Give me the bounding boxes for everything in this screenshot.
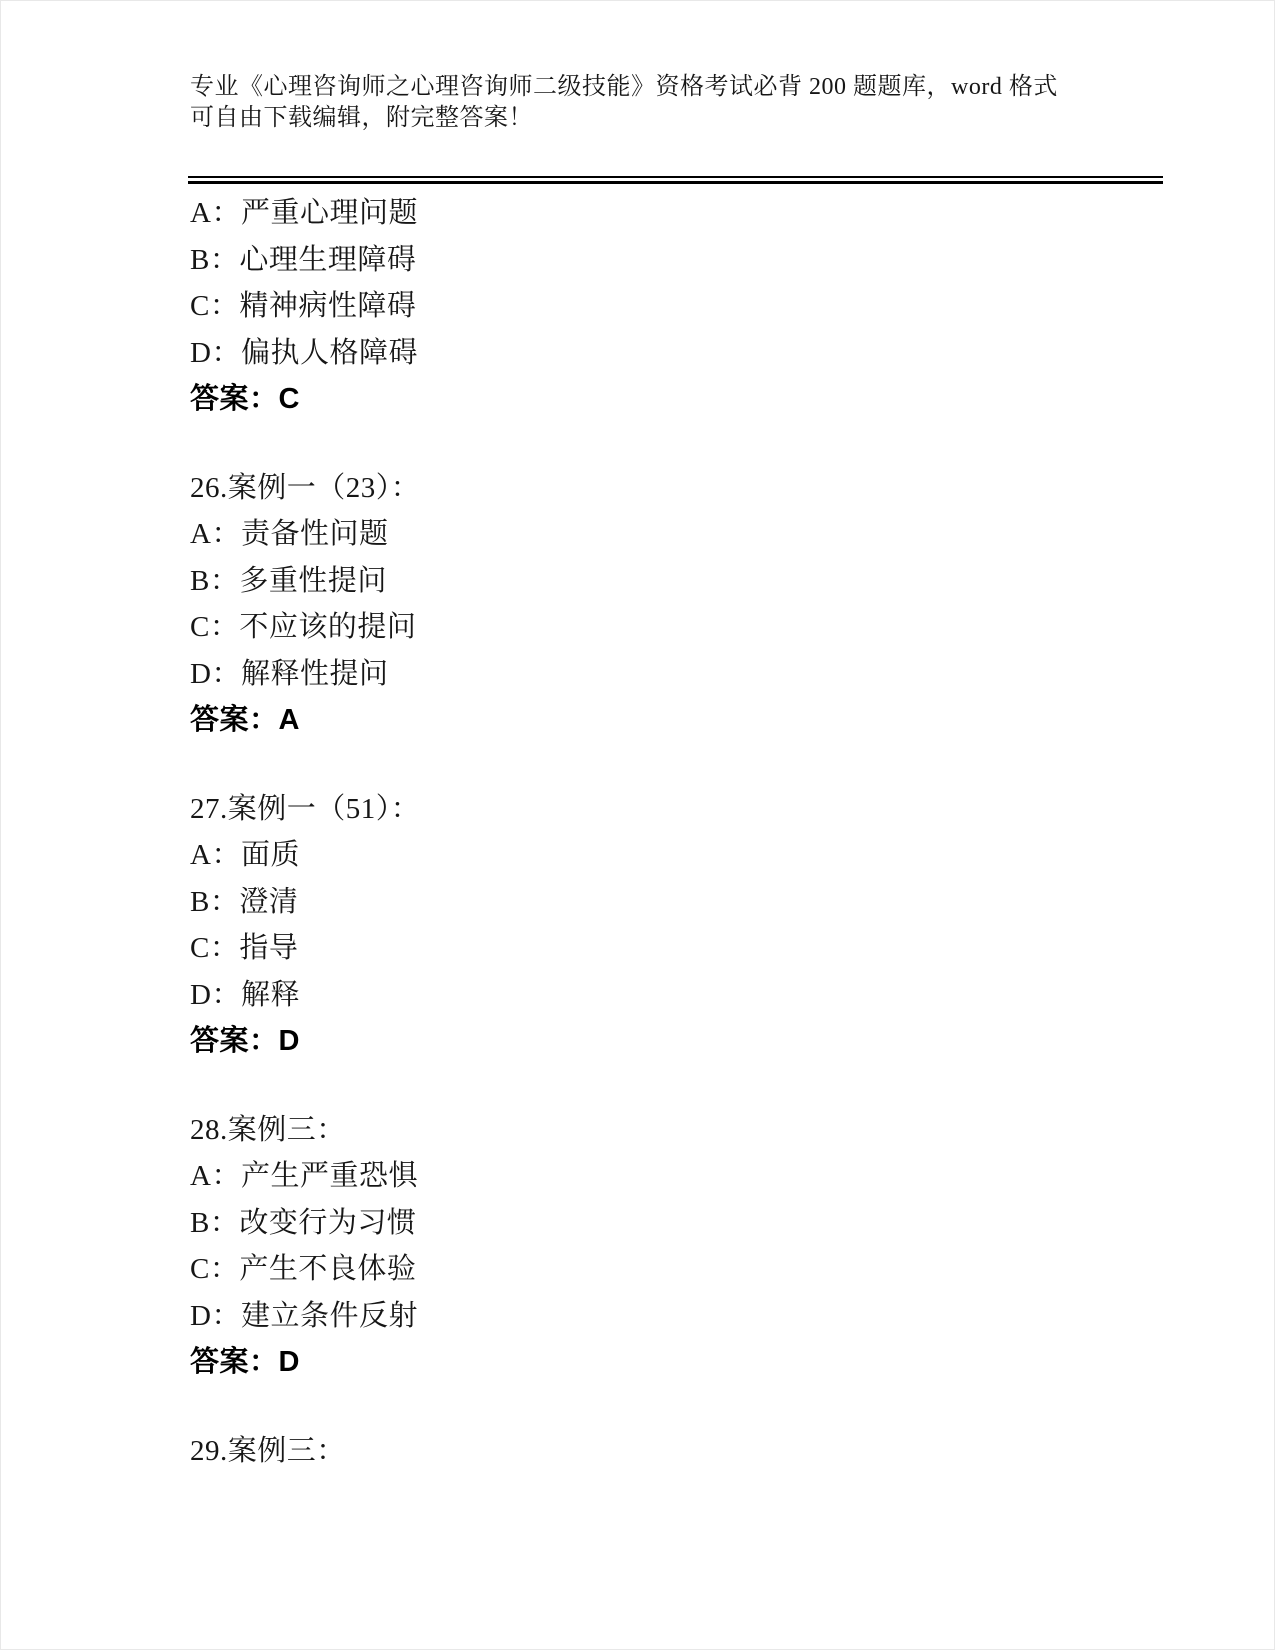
question-list <box>0 184 1275 1474</box>
question-title: 27.案例一（51）： <box>190 792 421 825</box>
option-line: A：责备性问题 <box>190 518 389 550</box>
header-text-line-1: 专业《心理咨询师之心理咨询师二级技能》资格考试必背 200 题题库，word 格式 <box>190 74 1058 100</box>
header-separator-rule <box>188 176 1163 184</box>
answer-line: 答案：A <box>190 704 300 736</box>
question-title: 26.案例一（23）： <box>190 471 421 504</box>
question-block <box>190 1107 1155 1386</box>
document-header <box>0 0 1275 134</box>
option-line: B：改变行为习惯 <box>190 1206 417 1239</box>
question-title: 28.案例三： <box>190 1113 346 1146</box>
header-text-line-2: 可自由下载编辑，附完整答案！ <box>190 105 533 131</box>
option-line: A：面质 <box>190 839 300 871</box>
option-line: B：心理生理障碍 <box>190 243 417 276</box>
option-line: B：多重性提问 <box>190 564 387 597</box>
option-line: C：不应该的提问 <box>190 611 417 643</box>
option-line: A：产生严重恐惧 <box>190 1160 418 1192</box>
question-block <box>190 190 1155 423</box>
option-line: C：产生不良体验 <box>190 1253 417 1285</box>
question-title: 29.案例三： <box>190 1434 346 1467</box>
question-block <box>190 465 1155 744</box>
question-block <box>190 786 1155 1065</box>
option-line: D：解释 <box>190 978 300 1011</box>
option-line: D：偏执人格障碍 <box>190 336 418 369</box>
option-line: C：精神病性障碍 <box>190 290 417 322</box>
answer-line: 答案：D <box>190 1025 300 1057</box>
option-line: C：指导 <box>190 932 299 964</box>
question-block <box>190 1428 1155 1475</box>
option-line: D：建立条件反射 <box>190 1299 418 1332</box>
answer-line: 答案：C <box>190 383 300 415</box>
answer-line: 答案：D <box>190 1346 300 1378</box>
option-line: A：严重心理问题 <box>190 197 418 229</box>
option-line: D：解释性提问 <box>190 657 389 690</box>
option-line: B：澄清 <box>190 885 299 918</box>
